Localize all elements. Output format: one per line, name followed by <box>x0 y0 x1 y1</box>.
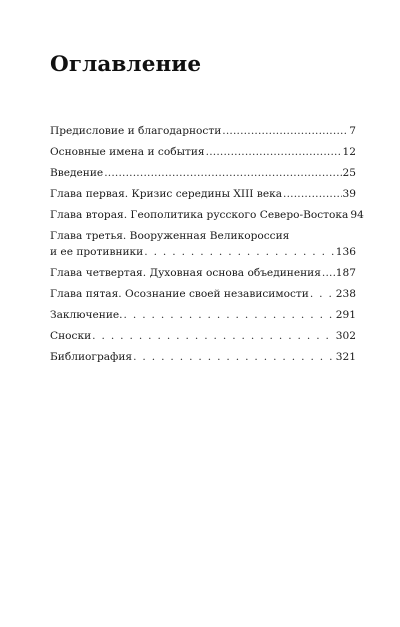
toc-entry-chapter-4[interactable] <box>50 266 356 280</box>
toc-entry-label: Введение <box>50 167 104 179</box>
toc-entry-footnotes[interactable] <box>50 329 356 343</box>
dot-leader <box>283 187 341 201</box>
dot-leader <box>124 308 335 322</box>
dot-leader <box>104 166 341 180</box>
toc-entry-page: 39 <box>342 188 356 200</box>
toc-entry-page: 321 <box>335 351 356 363</box>
toc-entry-label: Основные имена и события <box>50 146 205 158</box>
toc-entry-page: 136 <box>335 246 356 258</box>
toc-entry-names-events[interactable] <box>50 145 356 159</box>
toc-entry-chapter-3[interactable] <box>50 229 356 259</box>
toc-entry-label-line-1: Глава третья. Вооруженная Великороссия <box>50 230 290 242</box>
toc-entry-label: Глава четвертая. Духовная основа объединения <box>50 267 321 279</box>
toc-entry-conclusion[interactable] <box>50 308 356 322</box>
toc-entry-page: 25 <box>342 167 356 179</box>
toc-entry-label: Библиография <box>50 351 133 363</box>
toc-entry-label: Глава пятая. Осознание своей независимости <box>50 288 309 300</box>
toc-entry-label: Предисловие и благодарности <box>50 125 222 137</box>
toc-entry-page: 7 <box>349 125 356 137</box>
dot-leader <box>133 350 335 364</box>
toc-entry-introduction[interactable] <box>50 166 356 180</box>
toc-entry-page: 187 <box>335 267 356 279</box>
toc-entry-page: 238 <box>335 288 356 300</box>
toc-entry-page: 291 <box>335 309 356 321</box>
toc-entry-preface[interactable] <box>50 124 356 138</box>
toc-entry-bibliography[interactable] <box>50 350 356 364</box>
toc-entry-chapter-2[interactable] <box>50 208 364 222</box>
toc-entry-chapter-1[interactable] <box>50 187 356 201</box>
dot-leader <box>206 145 342 159</box>
toc-entry-chapter-5[interactable] <box>50 287 356 301</box>
dot-leader <box>322 266 335 280</box>
toc-entry-label: Заключение. <box>50 309 123 321</box>
dot-leader <box>222 124 348 138</box>
toc-entry-label: Глава первая. Кризис середины XIII века <box>50 188 283 200</box>
toc-entry-label: Глава вторая. Геополитика русского Северо-Востока <box>50 209 349 221</box>
toc-entry-label: и ее противники <box>50 246 144 258</box>
toc-entry-label: Сноски <box>50 330 92 342</box>
dot-leader <box>144 245 335 259</box>
toc-entry-page: 94 <box>350 209 364 221</box>
toc-entry-page: 12 <box>342 146 356 158</box>
toc-entry-page: 302 <box>335 330 356 342</box>
dot-leader <box>92 329 335 343</box>
page-title: Оглавление <box>50 52 202 77</box>
dot-leader <box>310 287 335 301</box>
